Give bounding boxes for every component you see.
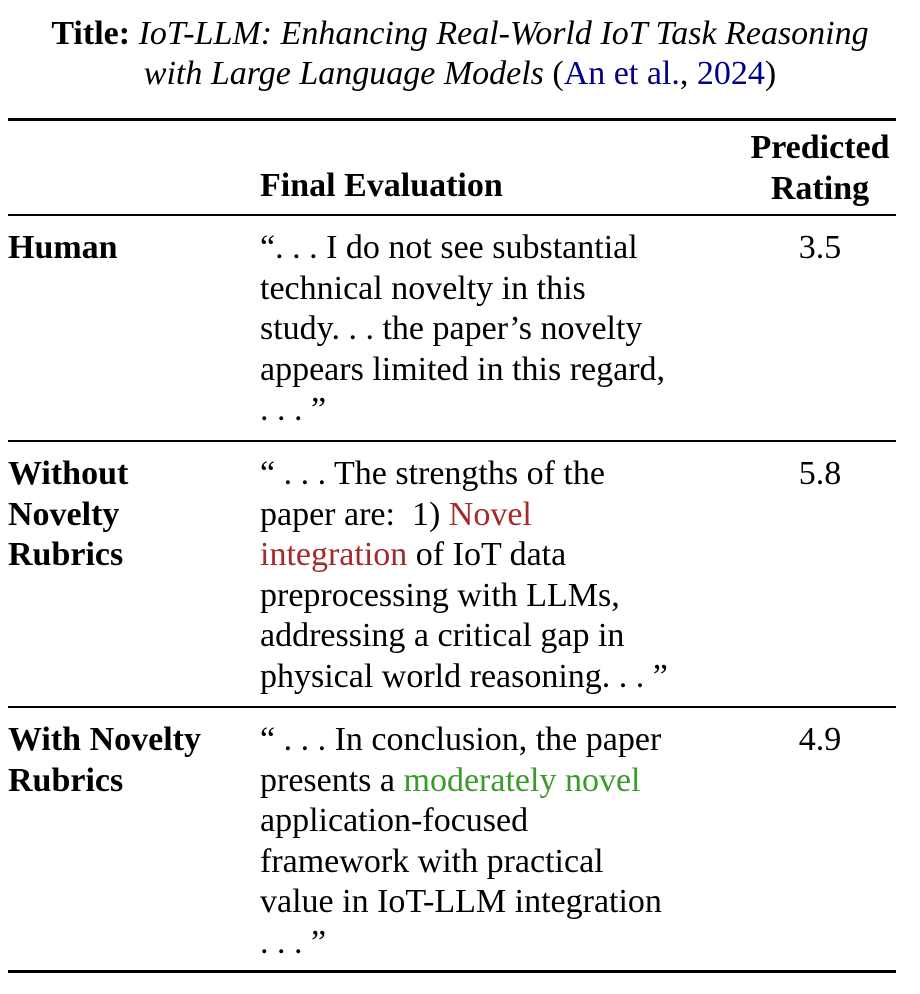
title-line-1 bbox=[0, 14, 920, 54]
quote-line bbox=[260, 761, 662, 802]
quote-line: study. . . the paper’s novelty bbox=[260, 310, 643, 347]
row-label-line: Without bbox=[8, 455, 129, 492]
row-label-with-novelty-rubrics bbox=[8, 720, 201, 801]
citation-separator: , bbox=[679, 55, 697, 92]
quote-line: physical world reasoning. . . ” bbox=[260, 657, 668, 695]
quote-text: of IoT data bbox=[407, 536, 567, 573]
header-rating-line-2: Rating bbox=[770, 169, 870, 207]
quote-line: . . . ” bbox=[260, 923, 327, 961]
quote-line bbox=[260, 495, 668, 536]
quote-text: paper are: 1) bbox=[260, 495, 449, 533]
citation-close: ) bbox=[764, 55, 777, 92]
rating-human: 3.5 bbox=[798, 229, 842, 266]
table-bottom-rule bbox=[8, 970, 896, 973]
rating-without-novelty-rubrics: 5.8 bbox=[798, 455, 842, 492]
header-rule bbox=[8, 214, 896, 216]
quote-line: addressing a critical gap in bbox=[260, 617, 625, 654]
quote-line: appears limited in this regard, bbox=[260, 350, 666, 388]
citation-open: ( bbox=[552, 55, 564, 92]
title-text-line-1: IoT-LLM: Enhancing Real-World IoT Task Reasoning bbox=[138, 15, 869, 52]
row-divider-2 bbox=[8, 706, 896, 708]
row-label-line: Rubrics bbox=[8, 761, 124, 799]
citation-authors-link[interactable]: An et al. bbox=[563, 55, 680, 92]
quote-text: presents a bbox=[260, 761, 404, 799]
highlight-novel: Novel bbox=[448, 495, 532, 533]
highlight-moderately-novel: moderately novel bbox=[403, 761, 641, 799]
citation-year-link[interactable]: 2024 bbox=[696, 55, 765, 92]
header-rating-line-1: Predicted bbox=[750, 129, 890, 166]
row-label-line: With Novelty bbox=[8, 721, 201, 758]
title-text-line-2: with Large Language Models bbox=[143, 55, 544, 92]
row-divider-1 bbox=[8, 440, 896, 442]
table-top-rule bbox=[8, 118, 896, 121]
quote-line: . . . ” bbox=[260, 391, 327, 428]
quote-line: value in IoT-LLM integration bbox=[260, 883, 662, 920]
title-label: Title: bbox=[51, 15, 131, 52]
row-label-line: Human bbox=[8, 229, 118, 266]
paper-title bbox=[0, 14, 920, 94]
highlight-integration: integration bbox=[260, 536, 408, 573]
header-final-evaluation: Final Evaluation bbox=[260, 167, 503, 204]
rating-with-novelty-rubrics: 4.9 bbox=[798, 721, 842, 758]
quote-line: technical novelty in this bbox=[260, 269, 586, 307]
quote-line: “. . . I do not see substantial bbox=[260, 229, 638, 266]
row-label-human bbox=[8, 228, 118, 269]
quote-line: preprocessing with LLMs, bbox=[260, 576, 620, 614]
row-label-line: Novelty bbox=[8, 495, 120, 533]
row-label-without-novelty-rubrics bbox=[8, 454, 128, 576]
title-line-2 bbox=[0, 54, 920, 94]
quote-line: “ . . . The strengths of the bbox=[260, 455, 605, 492]
quote-line bbox=[260, 535, 668, 576]
quote-line: “ . . . In conclusion, the paper bbox=[260, 721, 662, 758]
quote-line: application-focused bbox=[260, 802, 529, 839]
quote-line: framework with practical bbox=[260, 842, 604, 880]
quote-human bbox=[260, 228, 665, 431]
quote-with-novelty-rubrics bbox=[260, 720, 662, 963]
header-predicted-rating bbox=[740, 128, 900, 209]
row-label-line: Rubrics bbox=[8, 536, 124, 573]
quote-without-novelty-rubrics bbox=[260, 454, 668, 697]
